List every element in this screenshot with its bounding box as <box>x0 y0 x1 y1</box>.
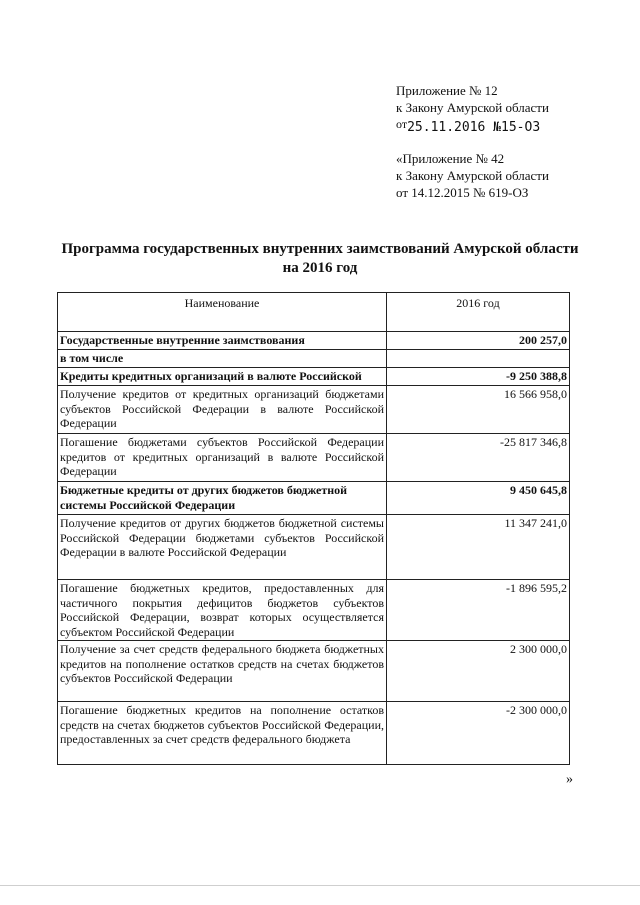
annex-previous-block <box>396 150 549 201</box>
table-row <box>58 580 570 641</box>
borrowing-program-table <box>57 292 570 765</box>
table-row <box>58 386 570 434</box>
page-edge-line <box>0 885 640 886</box>
header-year: 2016 год <box>387 293 570 332</box>
row-name: Кредиты кредитных организаций в валюте Российской <box>58 368 387 386</box>
row-name: Бюджетные кредиты от других бюджетов бюджетной системы Российской Федерации <box>58 482 387 515</box>
table-row <box>58 368 570 386</box>
row-value: 200 257,0 <box>387 332 570 350</box>
previous-annex-number: «Приложение № 42 <box>396 151 505 166</box>
previous-annex-law-reference: к Закону Амурской области <box>396 168 549 183</box>
table-row <box>58 702 570 765</box>
title-line-1: Программа государственных внутренних заимствований Амурской области <box>61 241 579 257</box>
row-name: в том числе <box>58 350 387 368</box>
annex-number: Приложение № 12 <box>396 83 498 98</box>
document-title <box>50 240 590 278</box>
annex-date-prefix: от <box>396 117 408 131</box>
row-name: Погашение бюджетных кредитов, предоставленных для частичного покрытия дефицитов бюджетов субъектов Российской Федерации, возврат которых осуществляется субъектом Российской Федерации <box>58 580 387 641</box>
row-value: -9 250 388,8 <box>387 368 570 386</box>
row-value: 2 300 000,0 <box>387 641 570 702</box>
annex-current-block <box>396 82 549 136</box>
table-row <box>58 350 570 368</box>
row-value: -1 896 595,2 <box>387 580 570 641</box>
annex-date-line <box>396 116 549 136</box>
annex-law-reference: к Закону Амурской области <box>396 100 549 115</box>
table-row <box>58 332 570 350</box>
previous-annex-date: от 14.12.2015 № 619-ОЗ <box>396 185 529 200</box>
row-value: -25 817 346,8 <box>387 434 570 482</box>
title-line-2: на 2016 год <box>282 260 358 276</box>
row-value <box>387 350 570 368</box>
table-row <box>58 434 570 482</box>
row-name: Погашение бюджетами субъектов Российской Федерации кредитов от кредитных организаций в валюте Российской Федерации <box>58 434 387 482</box>
row-name: Получение кредитов от кредитных организаций бюджетами субъектов Российской Федерации в валюте Российской Федерации <box>58 386 387 434</box>
annex-date-value: 25.11.2016 №15-ОЗ <box>407 120 541 135</box>
table-row <box>58 482 570 515</box>
table-row <box>58 641 570 702</box>
row-value: 16 566 958,0 <box>387 386 570 434</box>
row-name: Государственные внутренние заимствования <box>58 332 387 350</box>
table-header-row <box>58 293 570 332</box>
row-name: Получение за счет средств федерального бюджета бюджетных кредитов на пополнение остатков средств на счетах бюджетов субъектов Российской Федерации <box>58 641 387 702</box>
table-row <box>58 515 570 580</box>
row-value: -2 300 000,0 <box>387 702 570 765</box>
header-name: Наименование <box>58 293 387 332</box>
row-name: Погашение бюджетных кредитов на пополнение остатков средств на счетах бюджетов субъектов Российской Федерации, предоставленных за счет средств федерального бюджета <box>58 702 387 765</box>
row-name: Получение кредитов от других бюджетов бюджетной системы Российской Федерации бюджетами субъектов Российской Федерации в валюте Российской Федерации <box>58 515 387 580</box>
closing-quote: » <box>566 772 573 787</box>
row-value: 9 450 645,8 <box>387 482 570 515</box>
row-value: 11 347 241,0 <box>387 515 570 580</box>
